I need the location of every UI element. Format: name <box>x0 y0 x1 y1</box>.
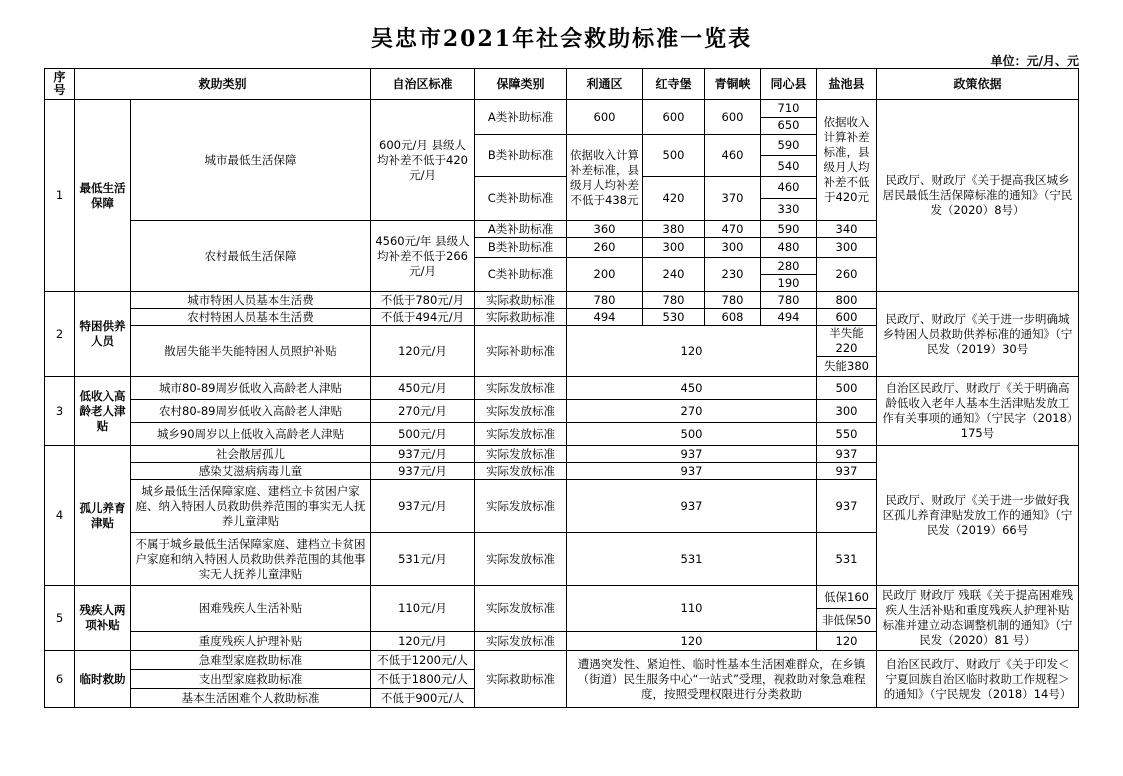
seq-cell: 5 <box>45 586 75 651</box>
header-tongxin: 同心县 <box>761 69 817 100</box>
guarantee-type: 实际救助标准 <box>475 309 567 326</box>
value-cell: 380 <box>643 221 705 238</box>
item-name: 农村最低生活保障 <box>131 221 371 292</box>
item-name: 城市特困人员基本生活费 <box>131 292 371 309</box>
value-cell: 300 <box>817 400 877 423</box>
guarantee-type: 实际发放标准 <box>475 463 567 480</box>
value-cell: 780 <box>761 292 817 309</box>
region-standard: 500元/月 <box>371 423 475 446</box>
value-cell: 608 <box>705 309 761 326</box>
value-cell: 300 <box>817 238 877 258</box>
merged-value: 270 <box>567 400 817 423</box>
guarantee-type: 实际救助标准 <box>475 292 567 309</box>
table-row <box>45 100 1079 118</box>
merged-value: 500 <box>567 423 817 446</box>
item-name: 农村80-89周岁低收入高龄老人津贴 <box>131 400 371 423</box>
value-cell: 260 <box>817 258 877 292</box>
region-standard: 不低于1800元/人 <box>371 670 475 689</box>
value-cell: 230 <box>705 258 761 292</box>
value-cell: 480 <box>761 238 817 258</box>
region-standard: 120元/月 <box>371 326 475 377</box>
region-standard: 937元/月 <box>371 463 475 480</box>
item-name: 不属于城乡最低生活保障家庭、建档立卡贫困户家庭和纳入特困人员救助供养范围的其他事实无人抚养儿童津贴 <box>131 533 371 586</box>
guarantee-type: 实际发放标准 <box>475 533 567 586</box>
seq-cell: 3 <box>45 377 75 446</box>
value-cell: 494 <box>567 309 643 326</box>
policy-basis: 民政厅、财政厅《关于进一步做好我区孤儿养育津贴发放工作的通知》（宁民发（2019）66号 <box>877 446 1079 586</box>
region-standard: 450元/月 <box>371 377 475 400</box>
merged-value: 531 <box>567 533 817 586</box>
region-standard: 937元/月 <box>371 480 475 533</box>
category-cell: 残疾人两项补贴 <box>75 586 131 651</box>
merged-value: 120 <box>567 326 817 377</box>
merged-value: 110 <box>567 586 817 632</box>
value-cell: 340 <box>817 221 877 238</box>
guarantee-type: 实际发放标准 <box>475 400 567 423</box>
value-cell: 937 <box>817 446 877 463</box>
value-cell: 800 <box>817 292 877 309</box>
region-standard: 不低于780元/月 <box>371 292 475 309</box>
guarantee-type: C类补助标准 <box>475 258 567 292</box>
region-standard: 600元/月 县级人均补差不低于420元/月 <box>371 100 475 221</box>
value-cell: 600 <box>567 100 643 135</box>
header-type: 救助类别 <box>75 69 371 100</box>
item-name: 感染艾滋病病毒儿童 <box>131 463 371 480</box>
temporary-assistance-note: 遭遇突发性、紧迫性、临时性基本生活困难群众，在乡镇（街道）民生服务中心“一站式”受理，视救助对象急难程度，按照受理权限进行分类救助 <box>567 651 877 708</box>
value-cell: 600 <box>817 309 877 326</box>
value-cell: 低保160 <box>817 586 877 609</box>
table-row <box>45 446 1079 463</box>
seq-cell: 2 <box>45 292 75 377</box>
item-name: 基本生活困难个人救助标准 <box>131 689 371 708</box>
region-standard: 不低于494元/月 <box>371 309 475 326</box>
merged-value: 937 <box>567 463 817 480</box>
value-cell: 650 <box>761 117 817 135</box>
value-cell: 600 <box>643 100 705 135</box>
header-hongsibao: 红寺堡 <box>643 69 705 100</box>
value-cell: 非低保50 <box>817 609 877 632</box>
header-row <box>45 69 1079 100</box>
guarantee-type: A类补助标准 <box>475 221 567 238</box>
value-cell: 590 <box>761 135 817 156</box>
value-cell: 370 <box>705 177 761 221</box>
header-yanchi: 盐池县 <box>817 69 877 100</box>
yanchi-note: 依据收入计算补差标准，县级月人均补差不低于420元 <box>817 100 877 221</box>
category-cell: 最低生活保障 <box>75 100 131 292</box>
value-cell: 470 <box>705 221 761 238</box>
value-cell: 500 <box>817 377 877 400</box>
value-cell: 300 <box>643 238 705 258</box>
item-name: 社会散居孤儿 <box>131 446 371 463</box>
guarantee-type: 实际补助标准 <box>475 326 567 377</box>
value-cell: 300 <box>705 238 761 258</box>
category-cell: 临时救助 <box>75 651 131 708</box>
guarantee-type: C类补助标准 <box>475 177 567 221</box>
value-cell: 550 <box>817 423 877 446</box>
value-cell: 780 <box>705 292 761 309</box>
value-cell: 710 <box>761 100 817 118</box>
guarantee-type: 实际发放标准 <box>475 423 567 446</box>
value-cell: 360 <box>567 221 643 238</box>
header-seq: 序号 <box>45 69 75 100</box>
value-cell: 半失能220 <box>817 326 877 357</box>
guarantee-type: 实际发放标准 <box>475 480 567 533</box>
header-region-std: 自治区标准 <box>371 69 475 100</box>
seq-cell: 4 <box>45 446 75 586</box>
unit-label: 单位：元/月、元 <box>990 54 1079 68</box>
region-standard: 4560元/年 县级人均补差不低于266元/月 <box>371 221 475 292</box>
region-standard: 270元/月 <box>371 400 475 423</box>
guarantee-type: B类补助标准 <box>475 238 567 258</box>
header-litong: 利通区 <box>567 69 643 100</box>
policy-basis: 自治区民政厅、财政厅《关于印发＜宁夏回族自治区临时救助工作规程＞的通知》（宁民规发（2018）14号） <box>877 651 1079 708</box>
item-name: 散居失能半失能特困人员照护补贴 <box>131 326 371 377</box>
value-cell: 780 <box>643 292 705 309</box>
region-standard: 不低于900元/人 <box>371 689 475 708</box>
merged-value: 937 <box>567 480 817 533</box>
item-name: 农村特困人员基本生活费 <box>131 309 371 326</box>
value-cell: 590 <box>761 221 817 238</box>
guarantee-type: 实际发放标准 <box>475 377 567 400</box>
seq-cell: 6 <box>45 651 75 708</box>
value-cell: 190 <box>761 275 817 292</box>
value-cell: 494 <box>761 309 817 326</box>
value-cell: 460 <box>761 177 817 199</box>
table-row <box>45 292 1079 309</box>
region-standard: 937元/月 <box>371 446 475 463</box>
category-cell: 特困供养人员 <box>75 292 131 377</box>
guarantee-type: A类补助标准 <box>475 100 567 135</box>
policy-basis: 民政厅、财政厅《关于进一步明确城乡特困人员救助供养标准的通知》（宁民发（2019）30号 <box>877 292 1079 377</box>
header-qingtongxia: 青铜峡 <box>705 69 761 100</box>
value-cell: 420 <box>643 177 705 221</box>
guarantee-type: 实际救助标准 <box>475 651 567 708</box>
value-cell: 531 <box>817 533 877 586</box>
item-name: 急难型家庭救助标准 <box>131 651 371 670</box>
header-basis: 政策依据 <box>877 69 1079 100</box>
page-title: 吴忠市2021年社会救助标准一览表 <box>370 26 753 52</box>
policy-basis: 自治区民政厅、财政厅《关于明确高龄低收入老年人基本生活津贴发放工作有关事项的通知》（宁民字（2018）175号 <box>877 377 1079 446</box>
table-row <box>45 651 1079 670</box>
guarantee-type: 实际发放标准 <box>475 586 567 632</box>
value-cell: 937 <box>817 480 877 533</box>
item-name: 城乡最低生活保障家庭、建档立卡贫困户家庭、纳入特困人员救助供养范围的事实无人抚养儿童津贴 <box>131 480 371 533</box>
assistance-standards-table <box>44 68 1079 708</box>
value-cell: 330 <box>761 199 817 221</box>
table-row <box>45 586 1079 609</box>
value-cell: 540 <box>761 156 817 177</box>
value-cell: 240 <box>643 258 705 292</box>
category-cell: 孤儿养育津贴 <box>75 446 131 586</box>
policy-basis: 民政厅 财政厅 残联《关于提高困难残疾人生活补贴和重度残疾人护理补贴标准并建立动态调整机制的通知》（宁民发（2020）81 号） <box>877 586 1079 651</box>
seq-cell: 1 <box>45 100 75 292</box>
region-standard: 120元/月 <box>371 632 475 651</box>
value-cell: 937 <box>817 463 877 480</box>
region-standard: 110元/月 <box>371 586 475 632</box>
guarantee-type: 实际发放标准 <box>475 632 567 651</box>
item-name: 城乡90周岁以上低收入高龄老人津贴 <box>131 423 371 446</box>
merged-value: 120 <box>567 632 817 651</box>
value-cell: 200 <box>567 258 643 292</box>
merged-value: 450 <box>567 377 817 400</box>
value-cell: 460 <box>705 135 761 177</box>
policy-basis: 民政厅、财政厅《关于提高我区城乡居民最低生活保障标准的通知》（宁民发（2020）8号） <box>877 100 1079 292</box>
litong-note: 依据收入计算补差标准，县级月人均补差不低于438元 <box>567 135 643 221</box>
value-cell: 780 <box>567 292 643 309</box>
category-cell: 低收入高龄老人津贴 <box>75 377 131 446</box>
guarantee-type: B类补助标准 <box>475 135 567 177</box>
value-cell: 530 <box>643 309 705 326</box>
guarantee-type: 实际发放标准 <box>475 446 567 463</box>
merged-value: 937 <box>567 446 817 463</box>
value-cell: 失能380 <box>817 357 877 377</box>
item-name: 重度残疾人护理补贴 <box>131 632 371 651</box>
value-cell: 500 <box>643 135 705 177</box>
region-standard: 531元/月 <box>371 533 475 586</box>
value-cell: 280 <box>761 258 817 275</box>
item-name: 困难残疾人生活补贴 <box>131 586 371 632</box>
value-cell: 260 <box>567 238 643 258</box>
value-cell: 120 <box>817 632 877 651</box>
item-name: 城市80-89周岁低收入高龄老人津贴 <box>131 377 371 400</box>
item-name: 支出型家庭救助标准 <box>131 670 371 689</box>
region-standard: 不低于1200元/人 <box>371 651 475 670</box>
header-guarantee: 保障类别 <box>475 69 567 100</box>
value-cell: 600 <box>705 100 761 135</box>
item-name: 城市最低生活保障 <box>131 100 371 221</box>
table-row <box>45 377 1079 400</box>
